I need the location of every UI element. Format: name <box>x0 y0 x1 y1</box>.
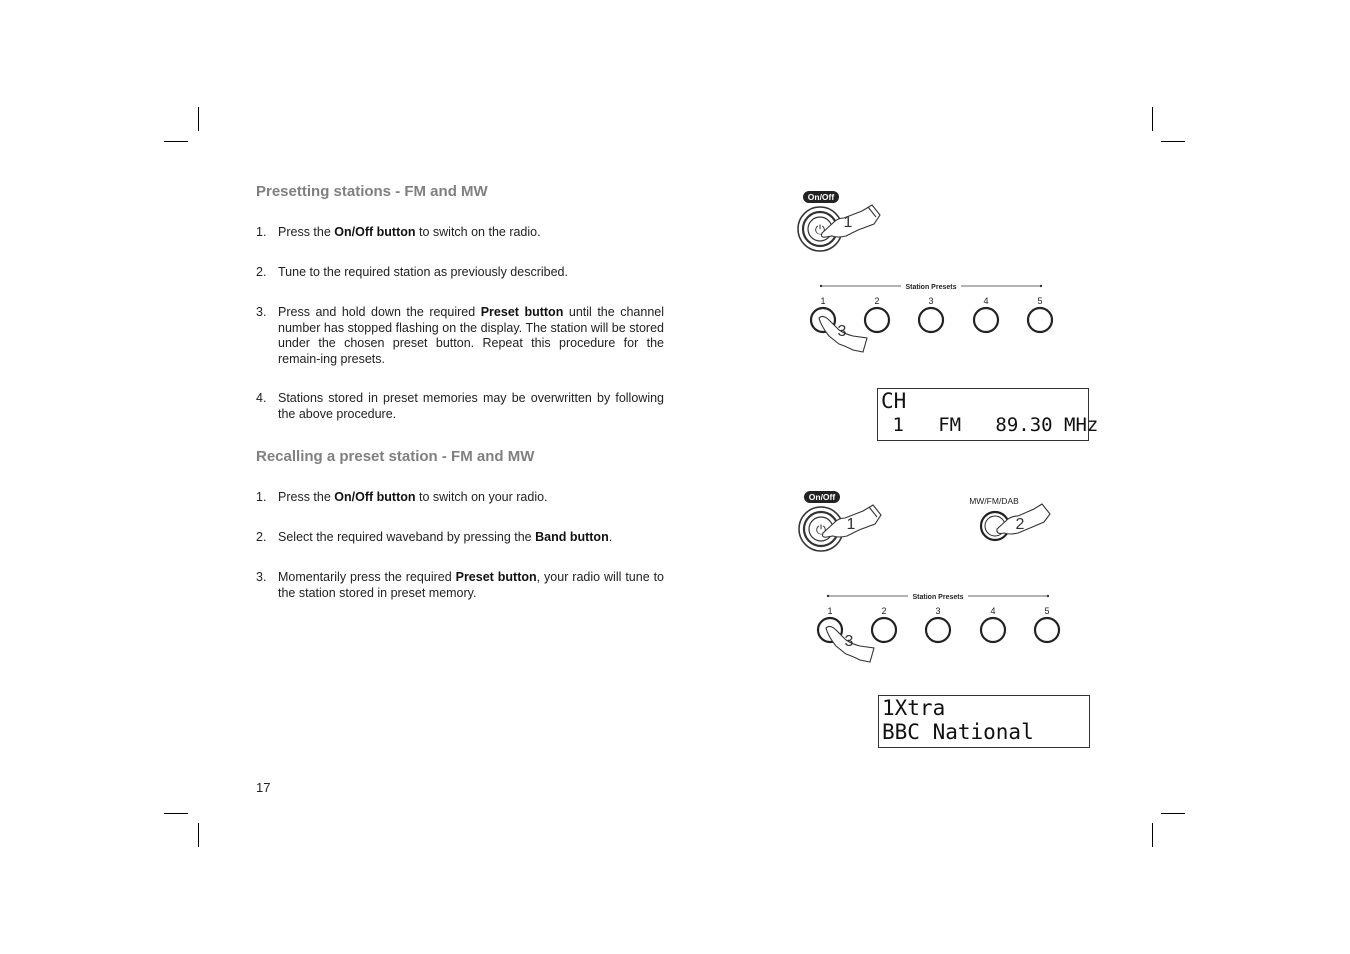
lcd-display-fm <box>877 388 1099 441</box>
preset-button <box>1035 618 1059 642</box>
step-text-bold: Preset button <box>455 570 537 584</box>
onoff-button-illustration <box>792 188 892 258</box>
section-heading-presetting: Presetting stations - FM and MW <box>256 183 488 200</box>
station-presets-illustration <box>812 590 1072 670</box>
band-button-label: MW/FM/DAB <box>969 496 1019 506</box>
preset-number: 4 <box>990 606 996 616</box>
station-presets-label: Station Presets <box>905 284 957 291</box>
preset-number: 2 <box>874 296 880 306</box>
step-text-bold: On/Off button <box>334 225 416 239</box>
preset-button <box>974 308 998 332</box>
step-text <box>278 570 664 601</box>
step-text-part: to switch on your radio. <box>415 490 548 504</box>
step-text <box>278 530 664 546</box>
step-text-part: Press the <box>278 490 335 504</box>
step-text-part: until the channel number has stopped flashing on the display. The station will be stored under the chosen preset button. Repeat this procedure for the remain-ing presets. <box>278 305 665 366</box>
preset-number: 4 <box>983 296 989 306</box>
crop-mark <box>164 141 188 142</box>
step-callout-2: 2 <box>1015 516 1025 533</box>
preset-number: 2 <box>881 606 887 616</box>
preset-button <box>865 308 889 332</box>
step-text <box>278 490 664 506</box>
onoff-label: On/Off <box>808 492 836 502</box>
lcd-display-dab <box>878 695 1090 748</box>
step-text-part: Momentarily press the required <box>278 570 456 584</box>
power-icon: ⏻ <box>815 523 827 538</box>
station-presets-label: Station Presets <box>912 594 964 601</box>
preset-number: 5 <box>1044 606 1050 616</box>
step-text-bold: On/Off button <box>334 490 416 504</box>
step-text-bold: Band button <box>535 530 609 544</box>
page-number: 17 <box>256 780 271 795</box>
step-number: 3. <box>256 305 267 319</box>
preset-number: 1 <box>820 296 826 306</box>
station-presets-illustration <box>805 280 1065 360</box>
crop-mark <box>1161 813 1185 814</box>
step-callout-1: 1 <box>843 214 853 231</box>
band-button-illustration <box>960 494 1060 550</box>
step-number: 1. <box>256 490 267 504</box>
step-text-part: . <box>608 530 613 544</box>
preset-button <box>919 308 943 332</box>
preset-number: 3 <box>935 606 941 616</box>
step-text-part: , your radio will tune to the station stored in preset memory. <box>278 570 664 600</box>
step-text-part: to switch on the radio. <box>415 225 541 239</box>
power-icon: ⏻ <box>814 223 826 238</box>
step-text: Tune to the required station as previously described. <box>278 265 568 279</box>
step-text <box>278 305 664 367</box>
step-number: 2. <box>256 265 267 279</box>
preset-number: 5 <box>1037 296 1043 306</box>
step-text-part: Press the <box>278 225 335 239</box>
lcd-line-2: BBC National <box>882 720 1034 744</box>
crop-mark <box>198 107 199 131</box>
step-callout-3: 3 <box>844 633 854 650</box>
crop-mark <box>164 813 188 814</box>
crop-mark <box>198 823 199 847</box>
step-text-part: Select the required waveband by pressing the <box>278 530 536 544</box>
step-callout-3: 3 <box>837 323 847 340</box>
crop-mark <box>1161 141 1185 142</box>
preset-button <box>981 618 1005 642</box>
section-heading-recalling: Recalling a preset station - FM and MW <box>256 448 535 465</box>
step-number: 2. <box>256 530 267 544</box>
lcd-line-2: 1 FM 89.30 MHz <box>881 414 1099 436</box>
preset-button <box>872 618 896 642</box>
step-callout-1: 1 <box>846 516 856 533</box>
step-text: Stations stored in preset memories may be overwritten by following the above procedure. <box>278 391 664 421</box>
lcd-line-1: 1Xtra <box>882 696 946 720</box>
crop-mark <box>1152 823 1153 847</box>
lcd-line-1: CH <box>881 389 907 413</box>
onoff-label: On/Off <box>807 192 835 202</box>
preset-button <box>926 618 950 642</box>
preset-number: 1 <box>827 606 833 616</box>
step-number: 3. <box>256 570 267 584</box>
step-number: 1. <box>256 225 267 239</box>
step-text-part: Press and hold down the required <box>278 305 481 319</box>
step-number: 4. <box>256 391 267 405</box>
preset-number: 3 <box>928 296 934 306</box>
onoff-button-illustration <box>793 488 893 558</box>
crop-mark <box>1152 107 1153 131</box>
step-text-bold: Preset button <box>480 305 564 319</box>
preset-button <box>1028 308 1052 332</box>
step-text <box>278 225 664 241</box>
